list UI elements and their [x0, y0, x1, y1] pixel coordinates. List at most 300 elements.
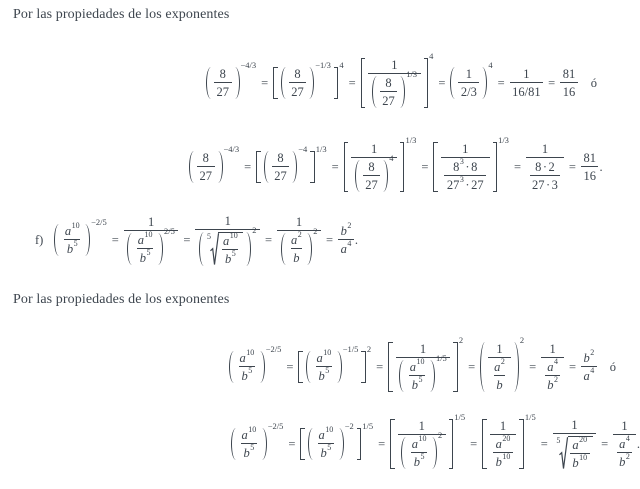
math-text: 1: [465, 66, 472, 81]
math-paren-group: [281, 225, 318, 265]
math-text: 2: [548, 159, 555, 174]
math-group-body: [440, 142, 491, 192]
left-bracket-icon: [482, 419, 487, 469]
math-numerator: [275, 151, 286, 166]
math-fraction: [272, 151, 290, 183]
math-numerator: [463, 67, 474, 82]
math-base: a: [137, 232, 145, 247]
math-numerator: [581, 347, 597, 366]
math-numerator: [545, 356, 561, 375]
math-var: [66, 238, 78, 256]
math-superscript: 5: [327, 442, 332, 452]
math-text: 16/81: [512, 84, 541, 99]
math-superscript: 10: [323, 347, 332, 357]
math-bracket-group: [433, 134, 509, 192]
math-base: a: [619, 436, 626, 451]
math-superscript: 5: [231, 248, 236, 258]
math-text: .: [354, 232, 358, 247]
math-base: b: [495, 454, 502, 469]
math-fraction: [526, 142, 564, 192]
math-fraction: [289, 229, 305, 265]
right-bracket-icon: [361, 351, 366, 383]
math-numerator: [62, 220, 82, 239]
math-fraction: [135, 229, 155, 265]
math-numerator: [493, 433, 513, 452]
math-bracket-group: [300, 420, 374, 460]
math-group-body: [395, 342, 452, 392]
math-numerator: [314, 347, 334, 366]
math-text: =: [326, 232, 334, 247]
math-var: [409, 356, 425, 374]
left-paren-icon: [281, 233, 286, 265]
math-denominator: [510, 82, 543, 99]
math-numerator: [145, 215, 156, 230]
math-denominator: [197, 166, 215, 183]
math-paren-group: [399, 352, 447, 392]
math-bracket-group: [344, 134, 417, 192]
math-paren-group: [189, 143, 240, 183]
math-numerator: [222, 214, 233, 229]
math-var: [494, 356, 505, 374]
math-group-superscript: 2/5: [164, 225, 175, 236]
math-group-body: [213, 67, 233, 99]
math-fraction: [220, 231, 240, 266]
math-radicand: [218, 232, 243, 267]
math-var: [340, 238, 352, 256]
math-fraction: [490, 419, 517, 469]
math-var: [619, 451, 630, 469]
math-denominator: [241, 443, 257, 460]
math-fraction: [488, 342, 511, 392]
section-heading: Por las propiedades de los exponentes: [13, 292, 230, 307]
right-paren-icon: [514, 342, 519, 392]
math-base: a: [239, 350, 246, 365]
math-text: .: [599, 159, 603, 174]
math-group-body: [408, 433, 430, 469]
math-paren-group: [372, 68, 418, 108]
math-denominator: [195, 224, 260, 266]
math-var: [64, 220, 80, 238]
math-text: 8: [294, 66, 301, 81]
math-denominator: [458, 82, 479, 99]
math-fraction: [581, 151, 599, 183]
math-base: a: [583, 368, 590, 383]
math-fraction: [545, 356, 561, 392]
math-text: ó: [609, 359, 616, 374]
math-var: [243, 442, 255, 460]
math-paren-group: [480, 334, 525, 392]
math-denominator: [318, 443, 334, 460]
math-text: 8: [219, 66, 226, 81]
right-paren-icon: [307, 233, 312, 265]
left-paren-icon: [308, 428, 313, 460]
math-radicand: [568, 436, 593, 471]
right-paren-icon: [235, 67, 240, 99]
math-numerator: [494, 342, 505, 357]
math-base: a: [409, 359, 416, 374]
math-denominator: [545, 375, 561, 392]
math-base: b: [572, 455, 579, 470]
math-numerator: [220, 231, 240, 249]
math-superscript: 4: [553, 356, 558, 366]
math-text: 1: [147, 214, 155, 229]
math-superscript: 10: [144, 229, 153, 239]
math-superscript: 10: [248, 424, 257, 434]
math-var: [316, 347, 332, 365]
math-base: a: [241, 427, 248, 442]
math-text: =: [183, 232, 191, 247]
math-text: 27: [382, 93, 395, 108]
math-text: =: [264, 232, 273, 247]
math-text: ·: [542, 159, 548, 174]
math-paren-group: [308, 420, 354, 460]
math-numerator: [409, 433, 429, 452]
left-paren-icon: [480, 342, 485, 392]
math-denominator: [411, 452, 427, 469]
math-text: =: [261, 75, 269, 90]
math-var: [239, 347, 255, 365]
math-fraction: [195, 214, 260, 267]
math-group-superscript: 1/5: [524, 411, 536, 422]
math-fraction: [62, 220, 82, 256]
math-numerator: [316, 424, 336, 443]
right-bracket-icon: [519, 419, 524, 469]
math-superscript: 3: [459, 174, 464, 184]
math-var: [583, 365, 595, 383]
math-root-index: 5: [206, 231, 211, 241]
math-text: =: [286, 359, 294, 374]
math-numerator: [569, 418, 580, 433]
math-text: 2/3: [460, 84, 477, 99]
math-denominator: [137, 248, 153, 265]
right-bracket-icon: [334, 67, 339, 99]
math-var: [496, 378, 502, 392]
section-heading: Por las propiedades de los exponentes: [13, 7, 230, 22]
math-superscript: 5: [418, 374, 423, 384]
math-denominator: [560, 82, 578, 99]
math-root: [556, 436, 592, 471]
math-text: 1: [419, 341, 427, 356]
math-group-superscript: −2/5: [91, 216, 107, 227]
math-group-body: [379, 76, 399, 108]
math-base: 8: [453, 159, 460, 174]
right-bracket-icon: [424, 58, 429, 108]
math-text: 1: [523, 66, 530, 81]
math-root: [207, 232, 243, 267]
math-group-body: [362, 160, 382, 192]
math-text: 8: [471, 159, 478, 174]
math-superscript: 10: [418, 433, 427, 443]
math-denominator: [222, 249, 238, 266]
math-denominator: [488, 357, 511, 392]
math-var: [340, 220, 352, 238]
math-text: =: [497, 75, 505, 90]
math-text: 81: [583, 150, 596, 165]
math-base: b: [413, 454, 420, 469]
math-group-superscript: 2: [252, 224, 257, 235]
left-bracket-icon: [300, 428, 305, 460]
math-denominator: [581, 166, 599, 183]
math-superscript: 2: [297, 229, 302, 239]
math-var: [572, 435, 588, 453]
left-paren-icon: [199, 232, 204, 267]
math-fraction: [444, 156, 486, 192]
math-numerator: [217, 67, 228, 82]
math-base: b: [139, 250, 147, 265]
math-group-superscript: 1/3: [315, 143, 327, 154]
math-fraction: [510, 67, 543, 99]
math-base: 27: [446, 177, 460, 192]
left-paren-icon: [281, 67, 286, 99]
math-group-body: [367, 58, 421, 108]
math-base: a: [411, 436, 418, 451]
math-group-superscript: 4: [389, 152, 394, 163]
math-numerator: [619, 419, 630, 434]
math-text: 27: [365, 177, 378, 192]
math-var: [453, 156, 464, 174]
math-text: 27: [291, 84, 304, 99]
math-group-body: [61, 220, 83, 256]
left-paren-icon: [264, 151, 269, 183]
math-fraction: [553, 418, 596, 471]
left-bracket-icon: [388, 342, 393, 392]
math-group-superscript: 4: [339, 59, 344, 70]
math-denominator: [277, 225, 321, 265]
math-fraction: [289, 67, 307, 99]
left-paren-icon: [372, 76, 377, 108]
math-var: [139, 247, 151, 265]
math-bracket-group: [273, 59, 344, 99]
math-fraction: [277, 215, 321, 265]
left-paren-icon: [206, 67, 211, 99]
math-text: =: [348, 75, 356, 90]
math-text: =: [470, 436, 478, 451]
math-fraction: [197, 151, 215, 183]
math-group-superscript: 2: [313, 225, 318, 236]
left-paren-icon: [54, 224, 59, 256]
math-fraction: [380, 76, 398, 108]
math-denominator: [494, 375, 505, 392]
right-paren-icon: [430, 360, 435, 392]
math-group-body: [238, 424, 260, 460]
math-text: 8: [277, 150, 284, 165]
math-numerator: [460, 142, 471, 157]
math-numerator: [497, 419, 508, 434]
math-denominator: [64, 239, 80, 256]
math-fraction: [581, 347, 597, 383]
math-superscript: 5: [420, 451, 425, 461]
left-paren-icon: [355, 160, 360, 192]
math-base: a: [291, 232, 298, 247]
math-denominator: [581, 366, 597, 383]
math-denominator: [368, 68, 420, 108]
math-var: [241, 424, 257, 442]
left-paren-icon: [306, 351, 311, 383]
math-denominator: [363, 175, 381, 192]
math-group-body: [263, 143, 309, 183]
math-base: a: [340, 241, 347, 256]
math-denominator: [613, 434, 636, 469]
math-group-body: [457, 67, 480, 99]
math-denominator: [570, 453, 590, 470]
math-text: 1: [224, 213, 231, 228]
math-fraction: [338, 220, 354, 256]
math-superscript: 20: [502, 433, 511, 443]
math-group-superscript: −2/5: [265, 343, 282, 354]
math-bracket-group: [256, 143, 327, 183]
right-paren-icon: [432, 437, 437, 469]
math-numerator: [521, 67, 532, 82]
math-denominator: [493, 452, 513, 469]
math-base: a: [572, 438, 579, 453]
math-var: [411, 374, 423, 392]
math-denominator: [351, 152, 397, 192]
left-paren-icon: [231, 428, 236, 460]
math-text: 8: [202, 150, 209, 165]
math-text: 1: [571, 417, 578, 432]
math-numerator: [338, 220, 354, 239]
math-superscript: 10: [579, 452, 588, 462]
math-var: [495, 451, 511, 469]
math-numerator: [547, 342, 558, 357]
math-var: [583, 347, 595, 365]
math-text: 3: [551, 177, 558, 192]
math-text: 27: [216, 84, 229, 99]
math-var: [320, 442, 332, 460]
math-denominator: [441, 157, 490, 192]
math-numerator: [293, 215, 304, 230]
math-text: =: [568, 359, 576, 374]
math-superscript: 5: [248, 365, 253, 375]
math-denominator: [291, 248, 302, 265]
math-base: b: [619, 454, 626, 469]
math-var: [137, 229, 153, 247]
math-numerator: [539, 142, 550, 157]
math-superscript: 10: [71, 220, 80, 230]
math-bracket-group: [298, 343, 372, 383]
math-denominator: [289, 82, 307, 99]
math-group-superscript: 4: [429, 50, 434, 61]
math-paren-group: [355, 152, 394, 192]
math-numerator: [570, 435, 590, 453]
math-numerator: [239, 424, 259, 443]
math-fraction: [541, 342, 564, 392]
math-var: [222, 231, 238, 249]
math-text: ·: [546, 177, 551, 192]
math-text: 1: [621, 418, 628, 433]
math-fraction: [363, 160, 381, 192]
left-paren-icon: [127, 233, 132, 265]
math-text: ·: [465, 159, 470, 174]
math-denominator: [409, 375, 425, 392]
math-numerator: [451, 156, 480, 175]
left-bracket-icon: [256, 151, 261, 183]
math-superscript: 5: [325, 365, 330, 375]
math-group-superscript: 2: [437, 429, 443, 440]
math-superscript: 4: [347, 238, 352, 248]
math-fraction: [316, 424, 336, 460]
math-numerator: [560, 67, 578, 82]
math-text: 16: [583, 168, 596, 183]
math-fraction: [239, 424, 259, 460]
math-superscript: 20: [579, 435, 588, 445]
math-bracket-group: [361, 50, 434, 108]
math-base: a: [316, 350, 323, 365]
math-text: =: [540, 436, 548, 451]
math-group-superscript: 1/3: [498, 134, 509, 145]
math-fraction: [441, 142, 490, 192]
math-text: 1: [462, 141, 469, 156]
left-bracket-icon: [273, 67, 278, 99]
math-fraction: [458, 67, 479, 99]
math-numerator: [237, 347, 257, 366]
math-superscript: 5: [73, 238, 78, 248]
math-root-index: 5: [556, 435, 561, 445]
math-group-body: [315, 424, 337, 460]
right-bracket-icon: [310, 151, 315, 183]
math-numerator: [383, 76, 394, 91]
math-group-superscript: 2: [519, 334, 525, 345]
math-denominator: [541, 357, 564, 392]
math-superscript: 4: [625, 433, 630, 443]
math-text: =: [438, 75, 446, 90]
math-group-superscript: 2: [458, 334, 464, 345]
math-numerator: [581, 151, 599, 166]
equation-row-1: [205, 45, 597, 121]
math-numerator: [292, 67, 303, 82]
math-group-body: [307, 420, 355, 460]
math-denominator: [490, 434, 517, 469]
math-superscript: 10: [325, 424, 334, 434]
math-group-superscript: −2: [344, 420, 354, 431]
math-text: 1: [499, 418, 507, 433]
math-superscript: 5: [250, 442, 255, 452]
math-text: ·: [465, 177, 470, 192]
math-base: b: [293, 250, 300, 265]
math-numerator: [417, 342, 428, 357]
right-paren-icon: [218, 151, 223, 183]
math-base: b: [243, 445, 250, 460]
math-numerator: [617, 433, 633, 452]
math-text: .: [636, 436, 640, 451]
math-text: 8: [385, 75, 392, 90]
math-text: 1: [549, 341, 556, 356]
math-superscript: 10: [416, 356, 425, 366]
math-numerator: [200, 151, 211, 166]
math-denominator: [396, 352, 451, 392]
math-var: [411, 433, 427, 451]
math-base: b: [583, 350, 590, 365]
math-superscript: 2: [347, 220, 352, 230]
math-text: 27: [532, 177, 545, 192]
math-numerator: [492, 356, 508, 375]
math-text: 1: [295, 214, 303, 229]
math-group-body: [206, 232, 244, 267]
math-numerator: [135, 229, 155, 248]
math-denominator: [124, 225, 179, 265]
math-denominator: [617, 452, 633, 469]
equation-row-f: [35, 208, 358, 272]
right-paren-icon: [337, 351, 342, 383]
math-bracket-group: [482, 411, 536, 469]
math-group-superscript: 1/5: [362, 420, 374, 431]
math-fraction: [351, 142, 397, 192]
math-var: [495, 433, 511, 451]
math-fraction: [492, 356, 508, 392]
math-group-superscript: 1/5: [454, 411, 466, 422]
math-paren-group: [450, 59, 493, 99]
math-var: [318, 424, 334, 442]
